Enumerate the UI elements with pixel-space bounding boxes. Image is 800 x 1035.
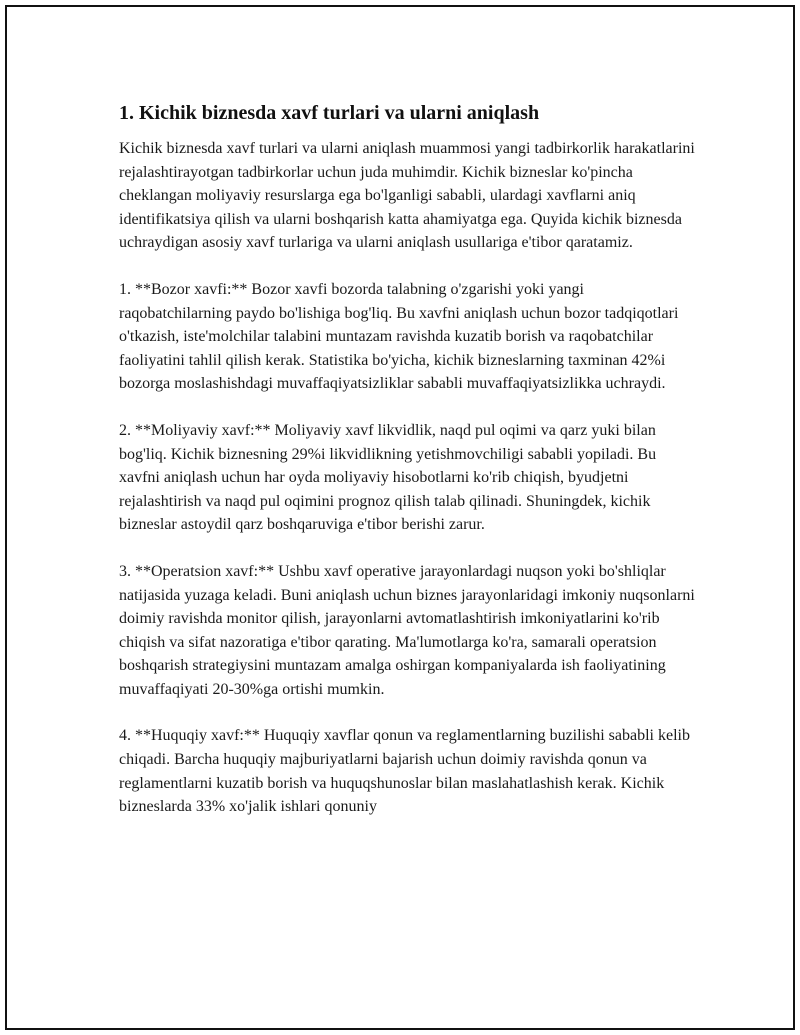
intro-paragraph: Kichik biznesda xavf turlari va ularni aniqlash muammosi yangi tadbirkorlik harakatlarini rejalashtirayotgan tadbirkorlar uchun juda muhimdir. Kichik bizneslar ko'pincha cheklangan moliyaviy resurslarga ega bo'lganligi sababli, ulardagi xavflarni aniq identifikatsiya qilish va ularni boshqarish katta ahamiyatga ega. Quyida kichik biznesda uchraydigan asosiy xavf turlariga va ularni aniqlash usullariga e'tibor qaratamiz. bbox=[119, 140, 695, 252]
document-body bbox=[119, 99, 697, 842]
operational-risk-paragraph: 3. **Operatsion xavf:** Ushbu xavf operative jarayonlardagi nuqson yoki bo'shliqlar natijasida yuzaga keladi. Buni aniqlash uchun biznes jarayonlaridagi imkoniy nuqsonlarni doimiy ravishda monitor qilish, jarayonlarni avtomatlashtirish imkoniyatlarini ko'rib chiqish va sifat nazoratiga e'tibor qarating. Ma'lumotlarga ko'ra, samarali operatsion boshqarish strategiysini muntazam amalga oshirgan kompaniyalarda ish faoliyatining muvaffaqiyati 20-30%ga ortishi mumkin. bbox=[119, 562, 695, 698]
section-title: 1. Kichik biznesda xavf turlari va ularni aniqlash bbox=[119, 102, 540, 124]
financial-risk-paragraph: 2. **Moliyaviy xavf:** Moliyaviy xavf likvidlik, naqd pul oqimi va qarz yuki bilan bog'liq. Kichik biznesning 29%i likvidlikning yetishmovchiligi sababli yopiladi. Bu xavfni aniqlash uchun har oyda moliyaviy hisobotlarni ko'rib chiqish, byudjetni rejalashtirish va naqd pul oqimini prognoz qilish talab qilinadi. Shuningdek, kichik bizneslar astoydil qarz boshqaruviga e'tibor berishi zarur. bbox=[119, 421, 657, 534]
page-frame bbox=[5, 5, 795, 1030]
market-risk-paragraph: 1. **Bozor xavfi:** Bozor xavfi bozorda talabning o'zgarishi yoki yangi raqobatchilarning paydo bo'lishiga bog'liq. Bu xavfni aniqlash uchun bozor tadqiqotlari o'tkazish, iste'molchilar talabini muntazam ravishda kuzatib borish va raqobatchilar faoliyatini tahlil qilish kerak. Statistika bo'yicha, kichik bizneslarning taxminan 42%i bozorga moslashishdagi muvaffaqiyatsizliklar sababli muvaffaqiyatsizlikka uchraydi. bbox=[119, 280, 679, 393]
legal-risk-paragraph: 4. **Huquqiy xavf:** Huquqiy xavflar qonun va reglamentlarning buzilishi sababli kelib chiqadi. Barcha huquqiy majburiyatlarni bajarish uchun doimiy ravishda qonun va reglamentlarni kuzatib borish va huquqshunoslar bilan maslahatlashish kerak. Kichik bizneslarda 33% xo'jalik ishlari qonuniy bbox=[119, 727, 690, 816]
